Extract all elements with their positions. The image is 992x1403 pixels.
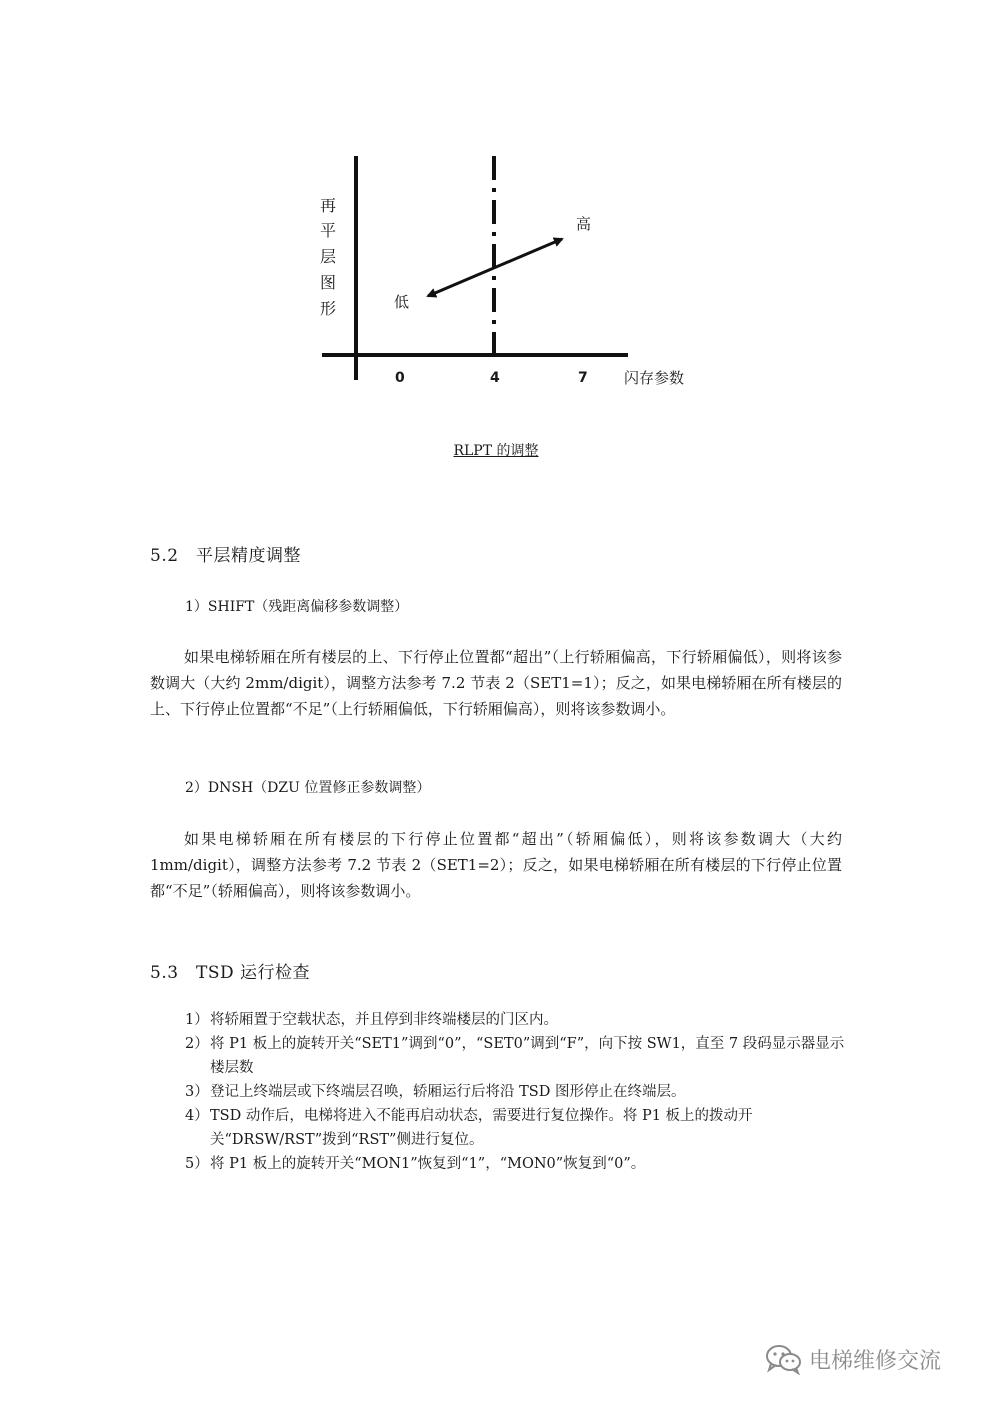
list-item-text: 将 P1 板上的旋转开关“MON1”恢复到“1”，“MON0”恢复到“0”。 [210, 1156, 646, 1172]
subsection-title-shift: 1）SHIFT（残距离偏移参数调整） [185, 599, 409, 615]
list-item-text: 将 P1 板上的旋转开关“SET1”调到“0”，“SET0”调到“F”，向下按 SW1，直至 7 段码显示器显示楼层数 [210, 1036, 845, 1076]
wechat-icon [765, 1343, 803, 1375]
label-low: 低 [394, 293, 410, 311]
watermark [765, 1343, 941, 1375]
x-tick-label: 4 [490, 370, 500, 386]
list-item [185, 1152, 845, 1176]
list-item-text: 将轿厢置于空载状态，并且停到非终端楼层的门区内。 [210, 1012, 558, 1028]
list-item [185, 1008, 845, 1032]
figure-caption [0, 440, 992, 460]
list-item-text: TSD 动作后，电梯将进入不能再启动状态，需要进行复位操作。将 P1 板上的拨动开关“DRSW/RST”拨到“RST”侧进行复位。 [210, 1108, 753, 1148]
rlpt-diagram [0, 0, 992, 480]
section-heading-5-2: 5.2 平层精度调整 [150, 546, 302, 566]
y-axis-label-char: 形 [320, 299, 337, 318]
list-item [185, 1104, 845, 1152]
figure-caption-text: RLPT 的调整 [453, 443, 539, 459]
y-axis-label-char: 图 [320, 273, 337, 292]
list-item-number: 1） [185, 1012, 209, 1028]
paragraph-shift: 如果电梯轿厢在所有楼层的上、下行停止位置都“超出”（上行轿厢偏高，下行轿厢偏低），则将该参数调大（大约 2mm/digit），调整方法参考 7.2 节表 2（SET1=1）；反之，如果电梯轿厢在所有楼层的上、下行停止位置都“不足”（上行轿厢偏低，下行轿厢偏高），则将该参数调小。 [150, 648, 842, 718]
subsection-title-dnsh: 2）DNSH（DZU 位置修正参数调整） [185, 780, 431, 796]
list-item-number: 2） [185, 1036, 209, 1052]
list-item [185, 1080, 845, 1104]
label-high: 高 [576, 215, 592, 233]
list-item-text: 登记上终端层或下终端层召唤，轿厢运行后将沿 TSD 图形停止在终端层。 [210, 1084, 686, 1100]
paragraph-dnsh: 如果电梯轿厢在所有楼层的下行停止位置都“超出”（轿厢偏低），则将该参数调大（大约 1mm/digit），调整方法参考 7.2 节表 2（SET1=2）；反之，如果电梯轿厢在所有楼层的下行停止位置都“不足”（轿厢偏高），则将该参数调小。 [150, 830, 842, 900]
list-item [185, 1032, 845, 1080]
section-heading-5-3: 5.3 TSD 运行检查 [150, 963, 311, 983]
list-item-number: 4） [185, 1108, 209, 1124]
tsd-steps-list [185, 1008, 845, 1176]
y-axis-label-char: 层 [320, 247, 337, 266]
x-axis-label: 闪存参数 [624, 369, 685, 387]
x-tick-label: 0 [395, 370, 405, 386]
watermark-text: 电梯维修交流 [809, 1348, 942, 1374]
list-item-number: 3） [185, 1084, 209, 1100]
y-axis-label-char: 平 [320, 221, 337, 240]
x-tick-label: 7 [578, 370, 588, 386]
y-axis-label-char: 再 [320, 196, 337, 215]
rlpt-graph [0, 0, 992, 480]
list-item-number: 5） [185, 1156, 209, 1172]
